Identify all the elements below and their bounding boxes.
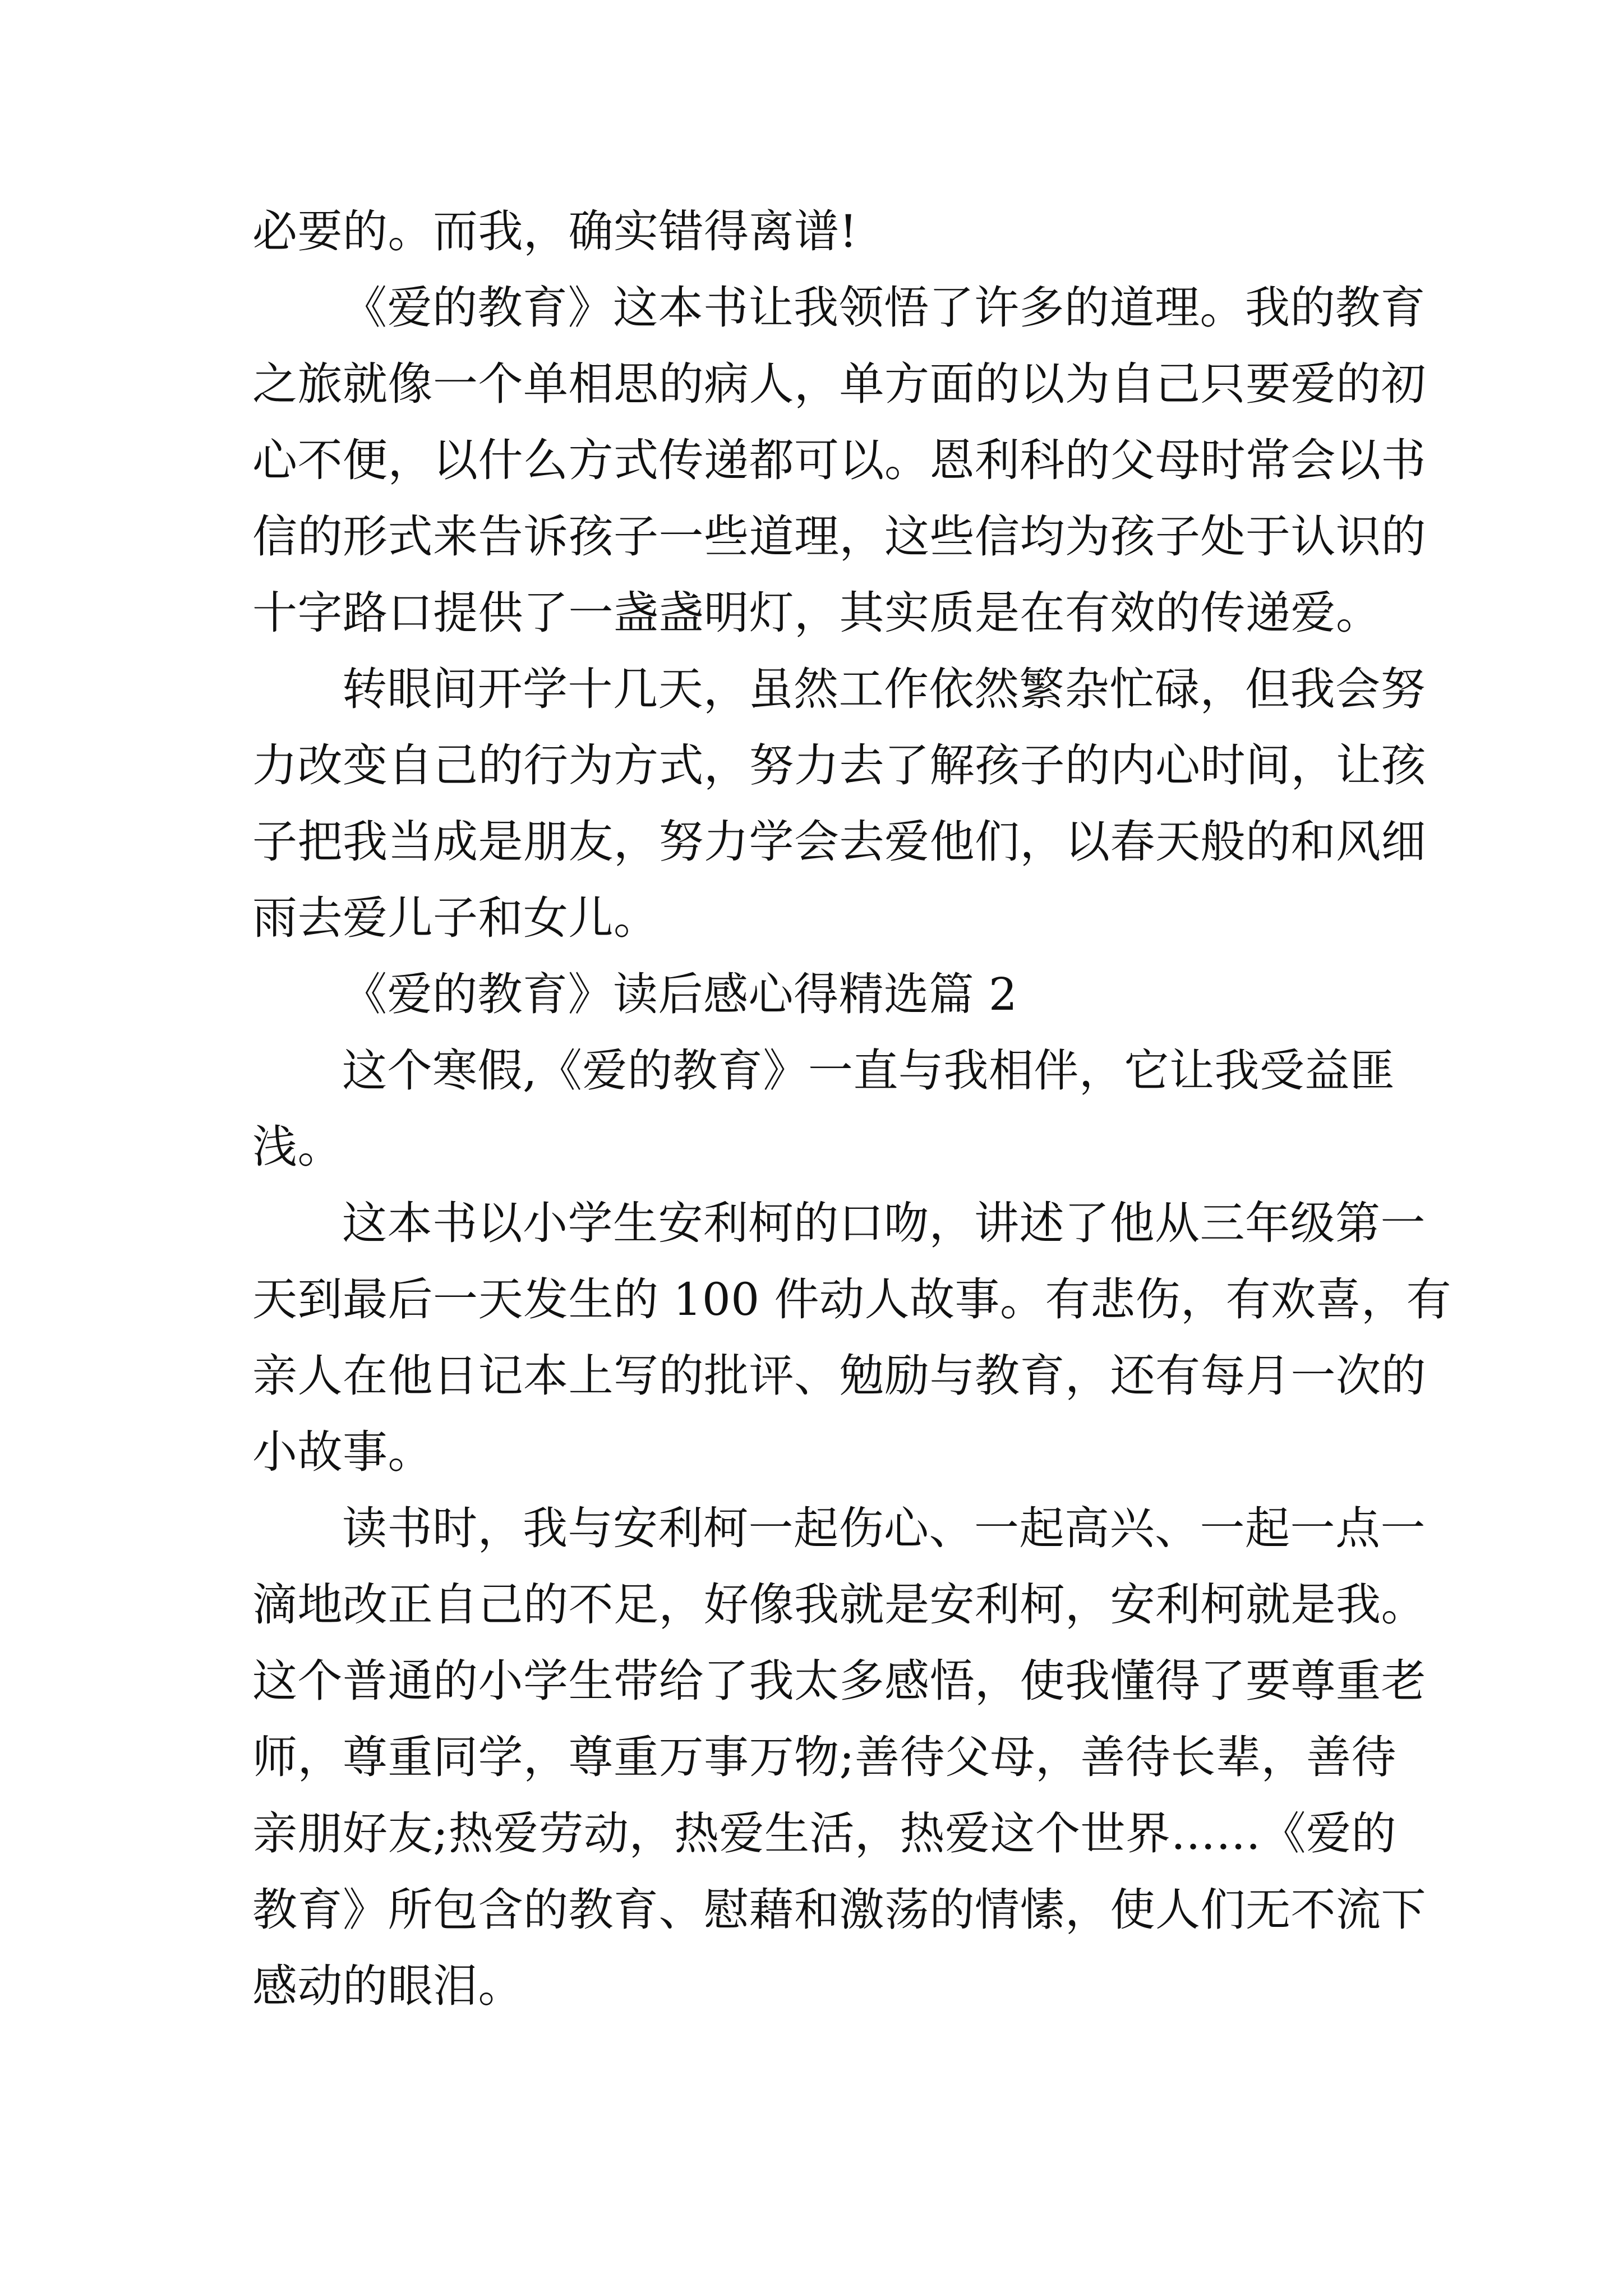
text-line: 感动的眼泪。 [252, 1960, 523, 2012]
text-line: 心不便，以什么方式传递都可以。恩利科的父母时常会以书 [252, 434, 1426, 486]
text-line: 必要的。而我，确实错得离谱! [252, 205, 858, 257]
text-line: 力改变自己的行为方式，努力去了解孩子的内心时间，让孩 [252, 739, 1426, 792]
paragraph-start: 这个寒假,《爱的教育》一直与我相伴，它让我受益匪 [342, 1045, 1395, 1097]
text-line: 这个普通的小学生带给了我太多感悟，使我懂得了要尊重老 [252, 1655, 1426, 1707]
paragraph-start: 读书时，我与安利柯一起伤心、一起高兴、一起一点一 [342, 1502, 1426, 1554]
paragraph-start: 转眼间开学十几天，虽然工作依然繁杂忙碌，但我会努 [342, 663, 1426, 715]
paragraph-start: 这本书以小学生安利柯的口吻，讲述了他从三年级第一 [342, 1197, 1426, 1249]
section-heading: 《爱的教育》读后感心得精选篇 2 [342, 968, 1018, 1020]
text-line: 信的形式来告诉孩子一些道理，这些信均为孩子处于认识的 [252, 510, 1426, 563]
text-line: 天到最后一天发生的 100 件动人故事。有悲伤，有欢喜，有 [252, 1273, 1452, 1326]
paragraph-start: 《爱的教育》这本书让我领悟了许多的道理。我的教育 [342, 282, 1426, 334]
text-line: 之旅就像一个单相思的病人，单方面的以为自己只要爱的初 [252, 358, 1426, 410]
text-line: 雨去爱儿子和女儿。 [252, 892, 659, 944]
text-line: 亲人在他日记本上写的批评、勉励与教育，还有每月一次的 [252, 1350, 1426, 1402]
text-line: 小故事。 [252, 1426, 433, 1478]
text-line: 教育》所包含的教育、慰藉和激荡的情愫，使人们无不流下 [252, 1884, 1426, 1936]
document-body [252, 194, 1452, 2024]
text-line: 师，尊重同学，尊重万事万物;善待父母，善待长辈，善待 [252, 1731, 1396, 1783]
text-line: 子把我当成是朋友，努力学会去爱他们，以春天般的和风细 [252, 816, 1426, 868]
text-line: 浅。 [252, 1121, 343, 1173]
text-line: 亲朋好友;热爱劳动，热爱生活，热爱这个世界……《爱的 [252, 1807, 1396, 1860]
text-line: 滴地改正自己的不足，好像我就是安利柯，安利柯就是我。 [252, 1579, 1426, 1631]
text-line: 十字路口提供了一盏盏明灯，其实质是在有效的传递爱。 [252, 587, 1381, 639]
